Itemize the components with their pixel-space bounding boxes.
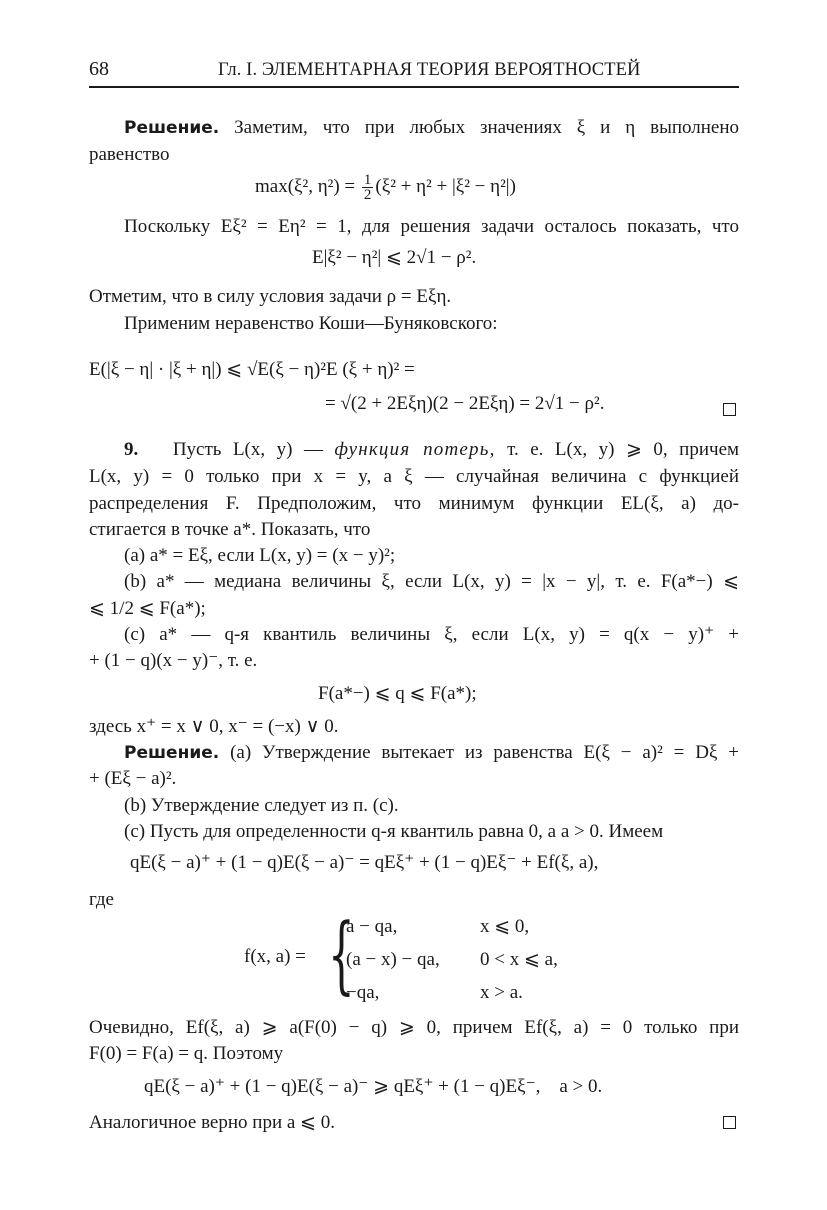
fraction-numerator: 1 [363, 172, 372, 189]
text-line: Отметим, что в силу условия задачи ρ = Eξη. [89, 286, 452, 307]
equation-inequality: E|ξ² − η²| ⩽ 2√1 − ρ². [312, 247, 477, 268]
equation-max [255, 170, 516, 204]
term-italic: функция потерь, [334, 439, 496, 460]
text-line: Очевидно, Ef(ξ, a) ⩾ a(F(0) − q) ⩾ 0, причем Ef(ξ, a) = 0 только при [89, 1017, 739, 1038]
case-row [346, 910, 572, 943]
text-line: равенство [89, 144, 170, 165]
problem-number: 9. [124, 439, 139, 460]
item-b-line: (b) a* — медиана величины ξ, если L(x, y) = |x − y|, т. е. F(a*−) ⩽ [124, 571, 739, 592]
eq-part: max(ξ², η²) = [255, 176, 360, 197]
text-line: + (Eξ − a)². [89, 768, 177, 789]
solution-label: Решение. [124, 743, 220, 763]
text-line: (b) Утверждение следует из п. (c). [124, 795, 399, 816]
item-a: (a) a* = Eξ, если L(x, y) = (x − y)²; [124, 545, 396, 566]
text-line: Аналогичное верно при a ⩽ 0. [89, 1112, 335, 1133]
case-row [346, 976, 572, 1009]
text-line: L(x, y) = 0 только при x = y, а ξ — случайная величина с функцией [89, 466, 739, 487]
qed-square-icon [723, 403, 736, 416]
eq-part: (ξ² + η² + |ξ² − η²|) [375, 176, 516, 197]
fraction [362, 173, 374, 202]
text-line: где [89, 889, 114, 910]
f-definition-lhs: f(x, a) = [244, 946, 306, 967]
text-line: Применим неравенство Коши—Буняковского: [124, 313, 498, 334]
header-rule [89, 86, 739, 88]
case-cond: x ⩽ 0, [480, 916, 530, 937]
item-c-line: (c) a* — q-я квантиль величины ξ, если L(x, y) = q(x − y)⁺ + [124, 624, 739, 645]
qed-square-icon [723, 1116, 736, 1129]
text-span: Пусть L(x, y) — [172, 439, 323, 460]
text-line: (c) Пусть для определенности q-я квантиль равна 0, а a > 0. Имеем [124, 821, 664, 842]
text-line: здесь x⁺ = x ∨ 0, x⁻ = (−x) ∨ 0. [89, 716, 339, 737]
text-line: распределения F. Предположим, что минимум функции EL(ξ, a) до- [89, 493, 739, 514]
equation-cauchy-2: = √(2 + 2Eξη)(2 − 2Eξη) = 2√1 − ρ². [325, 393, 605, 414]
case-row [346, 943, 572, 976]
case-cond: x > a. [480, 981, 523, 1003]
text-line: F(0) = F(a) = q. Поэтому [89, 1043, 284, 1064]
solution-paragraph-line [124, 740, 739, 766]
fraction-denominator: 2 [363, 187, 372, 204]
item-b-cont: ⩽ 1/2 ⩽ F(a*); [89, 598, 206, 619]
text-line: Поскольку Eξ² = Eη² = 1, для решения задачи осталось показать, что [124, 216, 739, 237]
solution-paragraph-line [124, 115, 739, 141]
case-expr: a − qa, [346, 915, 398, 937]
item-c-cont: + (1 − q)(x − y)⁻, т. е. [89, 650, 258, 671]
equation-quantile: F(a*−) ⩽ q ⩽ F(a*); [318, 683, 477, 704]
equation-final: qE(ξ − a)⁺ + (1 − q)E(ξ − a)⁻ ⩾ qEξ⁺ + (1 − q)Eξ⁻, a > 0. [144, 1076, 603, 1097]
case-expr: −qa, [346, 981, 380, 1003]
equation-cauchy-1: E(|ξ − η| · |ξ + η|) ⩽ √E(ξ − η)²E (ξ + η)² = [89, 359, 415, 380]
text-span: (a) Утверждение вытекает из равенства E(ξ − a)² = Dξ + [230, 742, 740, 763]
cases-table [346, 910, 572, 1009]
text-span: Заметим, что при любых значениях ξ и η выполнено [234, 117, 739, 138]
case-expr: (a − x) − qa, [346, 948, 440, 970]
text-line: стигается в точке a*. Показать, что [89, 519, 371, 540]
text-span: т. е. L(x, y) ⩾ 0, причем [507, 439, 740, 460]
case-cond: 0 < x ⩽ a, [480, 949, 558, 970]
left-brace-icon: { [328, 905, 355, 1003]
problem-line [124, 437, 739, 463]
solution-label: Решение. [124, 118, 220, 138]
equation-main: qE(ξ − a)⁺ + (1 − q)E(ξ − a)⁻ = qEξ⁺ + (1 − q)Eξ⁻ + Ef(ξ, a), [130, 852, 599, 873]
running-head: Гл. I. ЭЛЕМЕНТАРНАЯ ТЕОРИЯ ВЕРОЯТНОСТЕЙ [218, 60, 641, 80]
page-number: 68 [89, 58, 109, 80]
